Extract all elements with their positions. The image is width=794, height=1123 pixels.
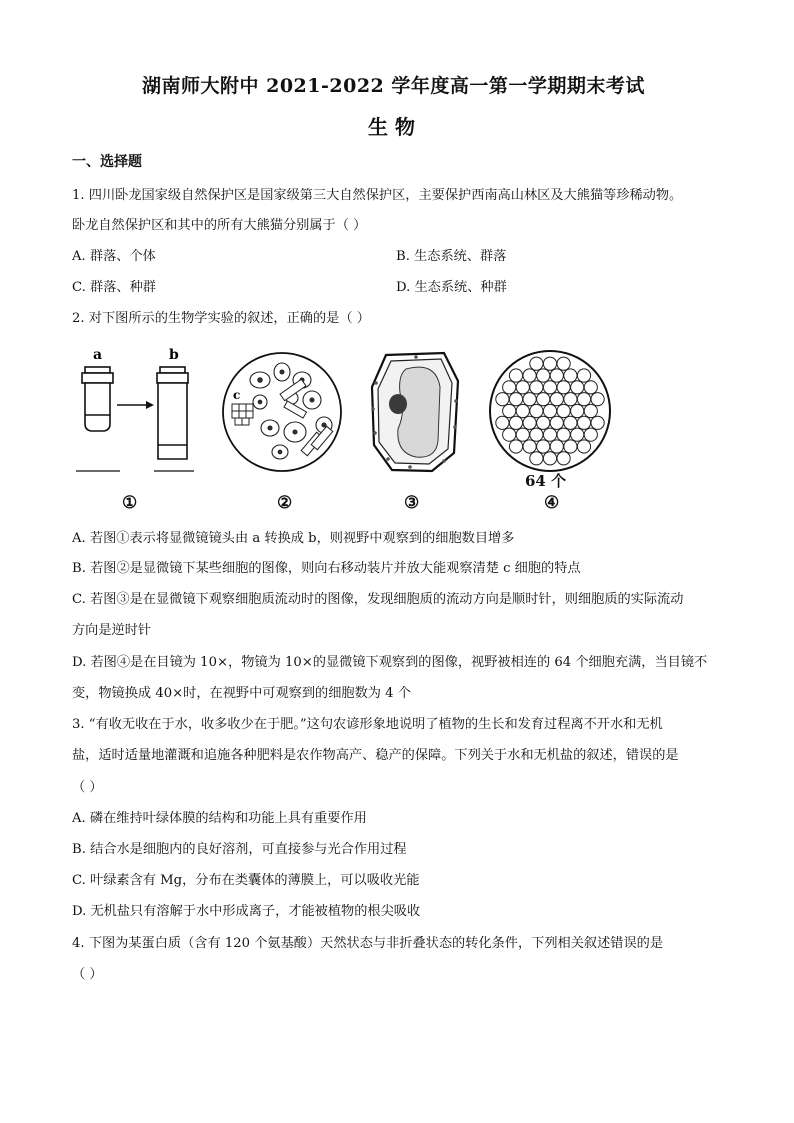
cell-circle	[584, 381, 597, 394]
q3-option-b: B. 结合水是细胞内的良好溶剂，可直接参与光合作用过程	[72, 842, 407, 857]
cell-circle	[564, 416, 577, 429]
q2-option-c-line2: 方向是逆时针	[72, 623, 152, 638]
cell-circle	[537, 369, 550, 382]
q1-option-b: B. 生态系统、群落	[396, 249, 507, 264]
cell-circle	[564, 393, 577, 406]
q3-stem-line1: 3. “有收无收在于水，收多收少在于肥。”这句农谚形象地说明了植物的生长和发育过程离不开水和无机	[72, 717, 663, 732]
cell-circle	[557, 357, 570, 370]
q2-option-d-line2: 变，物镜换成 40×时，在视野中可观察到的细胞数为 4 个	[72, 686, 411, 701]
q2-option-d-line1: D. 若图④是在目镜为 10×，物镜为 10×的显微镜下观察到的图像，视野被相连的 64 个细胞充满，当目镜不	[72, 655, 708, 670]
cell-circle	[577, 369, 590, 382]
q1-stem-line2: 卧龙自然保护区和其中的所有大熊猫分别属于（ ）	[72, 218, 367, 233]
cell-circle	[571, 404, 584, 417]
cell-circle	[543, 428, 556, 441]
exam-title: 湖南师大附中 2021-2022 学年度高一第一学期期末考试	[142, 75, 645, 97]
label-c: c	[233, 388, 241, 402]
cell-circle	[516, 404, 529, 417]
cell-circle	[503, 428, 516, 441]
cell-circle	[577, 440, 590, 453]
cell-circle	[530, 404, 543, 417]
cell-circle	[571, 381, 584, 394]
cell-circle	[537, 440, 550, 453]
q3-stem-line3: （ ）	[72, 780, 103, 795]
cell-circle	[503, 404, 516, 417]
cell-circle	[530, 357, 543, 370]
figure-3-plant-cell	[366, 349, 466, 474]
cell-circle	[523, 369, 536, 382]
cell-circle	[530, 452, 543, 465]
q3-option-d: D. 无机盐只有溶解于水中形成离子，才能被植物的根尖吸收	[72, 904, 421, 919]
cell-circle	[577, 393, 590, 406]
cell-circle	[509, 416, 522, 429]
q3-stem-line2: 盐，适时适量地灌溉和追施各种肥料是农作物高产、稳产的保障。下列关于水和无机盐的叙述，错误的是	[72, 748, 679, 763]
cell-circle	[496, 393, 509, 406]
q1-option-c: C. 群落、种群	[72, 280, 156, 295]
subject-title: 生 物	[368, 115, 415, 139]
section-title: 一、选择题	[72, 154, 142, 170]
q3-option-a: A. 磷在维持叶绿体膜的结构和功能上具有重要作用	[72, 811, 367, 826]
cell-circle	[530, 381, 543, 394]
cell-circle	[564, 440, 577, 453]
cell-circle	[537, 416, 550, 429]
arrow-icon	[117, 401, 154, 409]
caption-1: ①	[122, 493, 138, 513]
cell-circle	[509, 440, 522, 453]
cell-circle	[557, 381, 570, 394]
cell-circle	[584, 428, 597, 441]
figure-2-cells	[220, 350, 345, 475]
q2-option-b: B. 若图②是显微镜下某些细胞的图像，则向右移动装片并放大能观察清楚 c 细胞的特点	[72, 561, 581, 576]
cell-circle	[543, 452, 556, 465]
cell-circle	[523, 416, 536, 429]
q4-stem-line2: （ ）	[72, 967, 103, 982]
label-b: b	[169, 347, 179, 363]
cell-circle	[550, 440, 563, 453]
figure-4-cell-field	[488, 349, 613, 474]
cell-circle	[571, 428, 584, 441]
q3-option-c: C. 叶绿素含有 Mg，分布在类囊体的薄膜上，可以吸收光能	[72, 873, 420, 888]
cell-circle	[550, 393, 563, 406]
caption-4: ④	[544, 493, 560, 513]
objective-lens-b	[157, 367, 188, 459]
cell-circle	[543, 404, 556, 417]
cell-circle	[503, 381, 516, 394]
caption-3: ③	[404, 493, 420, 513]
cell-circle	[530, 428, 543, 441]
caption-2: ②	[277, 493, 293, 513]
cell-circle	[543, 381, 556, 394]
cell-circle	[557, 428, 570, 441]
cell-circle	[557, 404, 570, 417]
cell-circle	[591, 416, 604, 429]
cell-circle	[537, 393, 550, 406]
objective-lens-a	[82, 367, 113, 431]
cell-circle	[523, 393, 536, 406]
figure-1-lenses	[70, 342, 210, 477]
cell-circle	[591, 393, 604, 406]
cell-circle	[550, 369, 563, 382]
cell-count-label: 64 个	[525, 472, 567, 490]
q1-stem-line1: 1. 四川卧龙国家级自然保护区是国家级第三大自然保护区，主要保护西南高山林区及大熊猫等珍稀动物。	[72, 188, 683, 203]
q2-option-a: A. 若图①表示将显微镜镜头由 a 转换成 b，则视野中观察到的细胞数目增多	[72, 531, 515, 546]
cell-circle	[509, 393, 522, 406]
label-a: a	[93, 347, 103, 363]
q1-option-d: D. 生态系统、种群	[396, 280, 507, 295]
q4-stem-line1: 4. 下图为某蛋白质（含有 120 个氨基酸）天然状态与非折叠状态的转化条件，下列相关叙述错误的是	[72, 936, 664, 951]
q1-option-a: A. 群落、个体	[72, 249, 156, 264]
cell-circle	[564, 369, 577, 382]
cell-circle	[516, 381, 529, 394]
cell-circle	[516, 428, 529, 441]
cell-circle	[543, 357, 556, 370]
cell-circle	[577, 416, 590, 429]
q2-option-c-line1: C. 若图③是在显微镜下观察细胞质流动时的图像，发现细胞质的流动方向是顺时针，则细胞质的实际流动	[72, 592, 684, 607]
cell-circle	[509, 369, 522, 382]
cell-circle	[557, 452, 570, 465]
cell-circle	[496, 416, 509, 429]
cell-circle	[584, 404, 597, 417]
cell-circle	[550, 416, 563, 429]
cell-circle	[523, 440, 536, 453]
q2-stem: 2. 对下图所示的生物学实验的叙述，正确的是（ ）	[72, 311, 370, 326]
